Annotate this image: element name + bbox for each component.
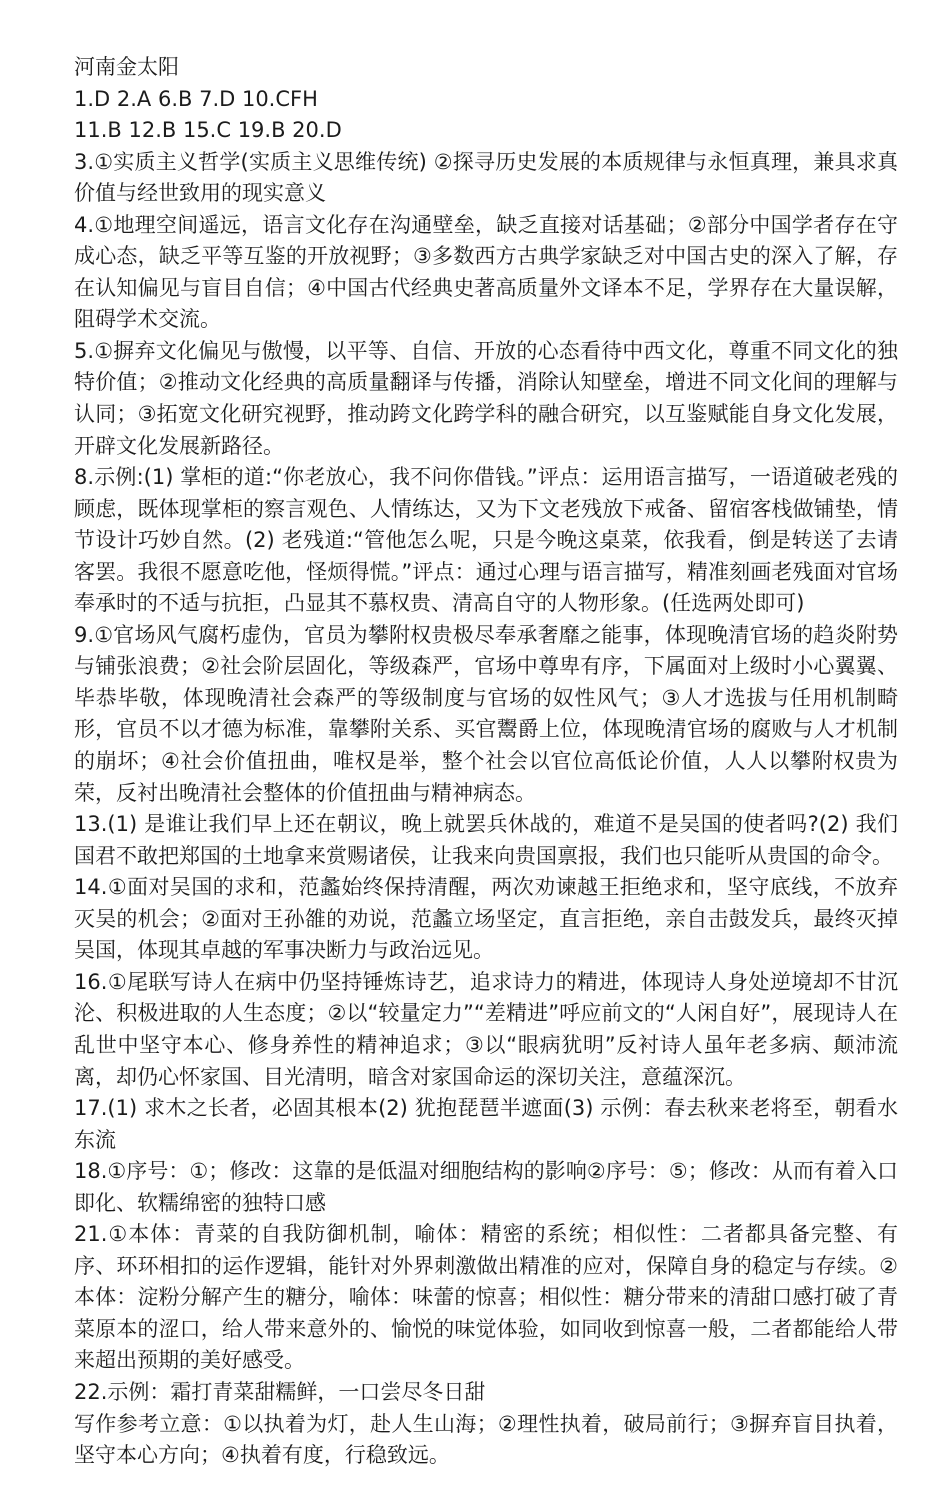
answer-item-9: 9.①官场风气腐朽虚伪，官员为攀附权贵极尽奉承奢靡之能事，体现晚清官场的趋炎附势与铺张浪费；②社会阶层固化，等级森严，官场中尊卑有序，下属面对上级时小心翼翼、毕恭毕敬，体现晚清社会森严的等级制度与官场的奴性风气；③人才选拔与任用机制畸形，官员不以才德为标准，靠攀附关系、买官鬻爵上位，体现晚清官场的腐败与人才机制的崩坏；④社会价值扭曲，唯权是举，整个社会以官位高低论价值，人人以攀附权贵为荣，反衬出晚清社会整体的价值扭曲与精神病态。	[74, 622, 898, 805]
answer-item-5: 5.①摒弃文化偏见与傲慢，以平等、自信、开放的心态看待中西文化，尊重不同文化的独特价值；②推动文化经典的高质量翻译与传播，消除认知壁垒，增进不同文化间的理解与认同；③拓宽文化研究视野，推动跨文化跨学科的融合研究，以互鉴赋能自身文化发展，开辟文化发展新路径。	[74, 338, 898, 458]
answer-item-13: 13.(1) 是谁让我们早上还在朝议，晚上就罢兵休战的，难道不是吴国的使者吗?(2) 我们国君不敢把郑国的土地拿来赏赐诸侯，让我来向贵国禀报，我们也只能听从贵国的命令。	[74, 812, 898, 868]
answer-line-choice-1: 1.D 2.A 6.B 7.D 10.CFH	[74, 86, 318, 111]
answer-item-18: 18.①序号：①；修改：这靠的是低温对细胞结构的影响②序号：⑤；修改：从而有着入口即化、软糯绵密的独特口感	[74, 1159, 898, 1215]
answer-item-16: 16.①尾联写诗人在病中仍坚持锤炼诗艺，追求诗力的精进，体现诗人身处逆境却不甘沉沦、积极进取的人生态度；②以“较量定力”“差精进”呼应前文的“人闲自好”，展现诗人在乱世中坚守本心、修身养性的精神追求；③以“眼病犹明”反衬诗人虽年老多病、颠沛流离，却仍心怀家国、目光清明，暗含对家国命运的深切关注，意蕴深沉。	[74, 969, 898, 1089]
answer-document	[74, 52, 898, 1472]
answer-line-choice-2: 11.B 12.B 15.C 19.B 20.D	[74, 118, 342, 143]
answer-item-3: 3.①实质主义哲学(实质主义思维传统) ②探寻历史发展的本质规律与永恒真理，兼具求真价值与经世致用的现实意义	[74, 149, 898, 206]
answer-item-8: 8.示例:(1) 掌柜的道:“你老放心，我不问你借钱。”评点：运用语言描写，一语道破老残的顾虑，既体现掌柜的察言观色、人情练达，又为下文老残放下戒备、留宿客栈做铺垫，情节设计巧妙自然。(2) 老残道:“管他怎么呢，只是今晚这桌菜，依我看，倒是转送了去请客罢。我很不愿意吃他，怪烦得慌。”评点：通过心理与语言描写，精准刻画老残面对官场奉承时的不适与抗拒，凸显其不慕权贵、清高自守的人物形象。(任选两处即可)	[74, 465, 898, 616]
document-title: 河南金太阳	[74, 55, 179, 79]
writing-reference: 写作参考立意：①以执着为灯，赴人生山海；②理性执着，破局前行；③摒弃盲目执着，坚守本心方向；④执着有度，行稳致远。	[74, 1411, 898, 1468]
answer-item-4: 4.①地理空间遥远，语言文化存在沟通壁垒，缺乏直接对话基础；②部分中国学者存在守成心态，缺乏平等互鉴的开放视野；③多数西方古典学家缺乏对中国古史的深入了解，存在认知偏见与盲目自信；④中国古代经典史著高质量外文译本不足，学界存在大量误解，阻碍学术交流。	[74, 212, 898, 332]
answer-item-14: 14.①面对吴国的求和，范蠡始终保持清醒，两次劝谏越王拒绝求和，坚守底线，不放弃灭吴的机会；②面对王孙雒的劝说，范蠡立场坚定，直言拒绝，亲自击鼓发兵，最终灭掉吴国，体现其卓越的军事决断力与政治远见。	[74, 875, 898, 963]
answer-item-21: 21.①本体：青菜的自我防御机制，喻体：精密的系统；相似性：二者都具备完整、有序、环环相扣的运作逻辑，能针对外界刺激做出精准的应对，保障自身的稳定与存续。②本体：淀粉分解产生的糖分，喻体：味蕾的惊喜；相似性：糖分带来的清甜口感打破了青菜原本的涩口，给人带来意外的、愉悦的味觉体验，如同收到惊喜一般，二者都能给人带来超出预期的美好感受。	[74, 1222, 898, 1373]
answer-item-17: 17.(1) 求木之长者，必固其根本(2) 犹抱琵琶半遮面(3) 示例：春去秋来老将至，朝看水东流	[74, 1096, 898, 1152]
answer-item-22: 22.示例：霜打青菜甜糯鲜，一口尝尽冬日甜	[74, 1379, 486, 1404]
